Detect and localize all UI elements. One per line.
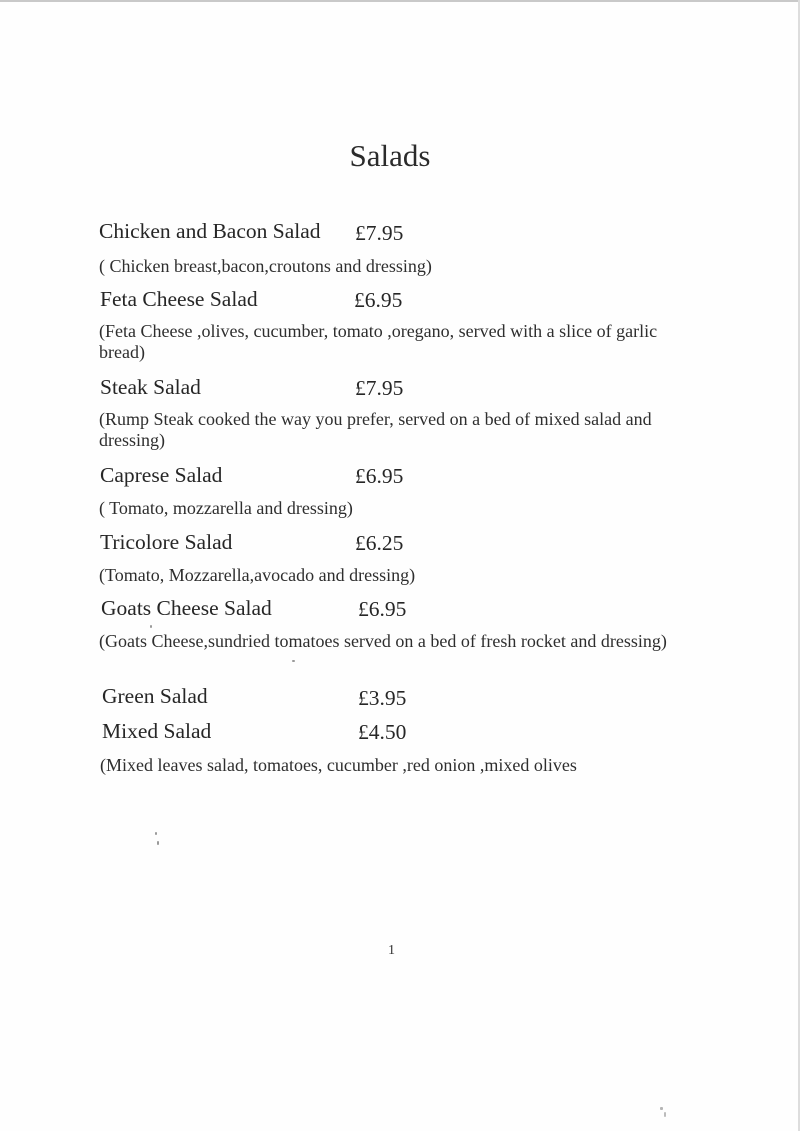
menu-item-description: (Goats Cheese,sundried tomatoes served on a bed of fresh rocket and dressing): [99, 631, 667, 651]
menu-item-name: Tricolore Salad: [100, 530, 233, 554]
menu-item-price: £6.95: [354, 288, 403, 312]
menu-item-price: £6.95: [355, 464, 404, 488]
page-title: Salads: [349, 138, 431, 173]
menu-item-description: (Rump Steak cooked the way you prefer, served on a bed of mixed salad and dressing): [99, 409, 652, 450]
menu-item-description: (Mixed leaves salad, tomatoes, cucumber ,red onion ,mixed olives: [100, 755, 577, 775]
scan-speck: [292, 660, 295, 662]
menu-item-description: (Tomato, Mozzarella,avocado and dressing): [99, 565, 416, 585]
scan-speck: [150, 625, 152, 628]
menu-item-price: £6.25: [355, 531, 404, 555]
menu-item-price: £7.95: [355, 221, 404, 245]
menu-item-name: Goats Cheese Salad: [101, 596, 272, 620]
menu-item-description: ( Chicken breast,bacon,croutons and dressing): [99, 256, 432, 276]
scan-speck: [660, 1107, 663, 1110]
menu-item-name: Chicken and Bacon Salad: [99, 219, 321, 243]
menu-item-description: ( Tomato, mozzarella and dressing): [99, 498, 353, 518]
page-number: 1: [388, 943, 395, 958]
menu-item-description: (Feta Cheese ,olives, cucumber, tomato ,oregano, served with a slice of garlic bread): [99, 321, 658, 362]
menu-item-name: Caprese Salad: [100, 463, 223, 487]
menu-item-price: £3.95: [358, 686, 407, 710]
menu-item-name: Mixed Salad: [102, 719, 212, 743]
menu-item-price: £6.95: [358, 597, 407, 621]
menu-item-name: Steak Salad: [100, 375, 201, 399]
scan-speck: [664, 1112, 666, 1117]
scan-speck: [155, 832, 157, 835]
menu-item-price: £4.50: [358, 720, 407, 744]
scan-speck: [157, 841, 159, 845]
scan-edge-top: [0, 0, 800, 2]
menu-item-name: Feta Cheese Salad: [100, 287, 258, 311]
menu-item-name: Green Salad: [102, 684, 208, 708]
menu-item-price: £7.95: [355, 376, 404, 400]
